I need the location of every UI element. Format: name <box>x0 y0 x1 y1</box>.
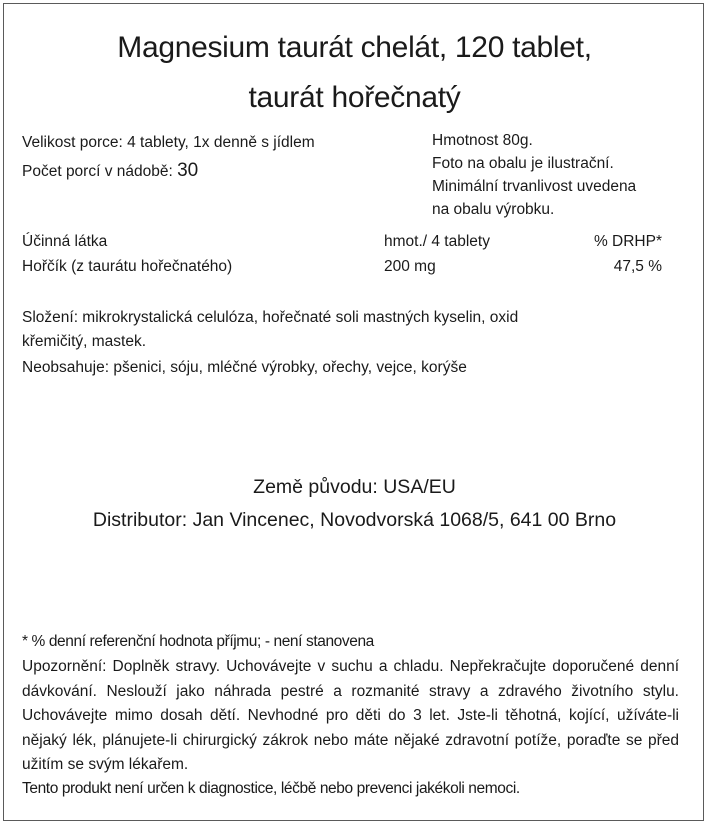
servings-value: 30 <box>177 160 199 181</box>
servings-per-container <box>22 160 198 183</box>
product-title-line-1: Magnesium taurát chelát, 120 tablet, <box>117 31 592 64</box>
not-intended-statement: Tento produkt není určen k diagnostice, léčbě nebo prevenci jakékoli nemoci. <box>22 780 520 797</box>
net-weight: Hmotnost 80g. <box>432 132 533 149</box>
table-header-amount: hmot./ 4 tablety <box>384 233 490 250</box>
photo-note: Foto na obalu je ilustrační. <box>432 155 614 172</box>
composition-line-1: Složení: mikrokrystalická celulóza, hořečnaté soli mastných kyselin, oxid <box>22 309 519 326</box>
product-title-line-2: taurát hořečnatý <box>248 81 461 114</box>
shelf-life-note-2: na obalu výrobku. <box>432 201 555 218</box>
allergen-free-statement: Neobsahuje: pšenici, sóju, mléčné výrobky, ořechy, vejce, korýše <box>22 359 467 376</box>
warning-text: Upozornění: Doplněk stravy. Uchovávejte v suchu a chladu. Nepřekračujte doporučené denní dávkování. Neslouží jako náhrada pestré a rozmanité stravy a zdravého životního stylu. Uchovávejte mimo dosah dětí. Nevhodné pro děti do 3 let. Jste-li těhotná, kojící, užíváte-li nějaký lék, plánujete-li chirurgický zákrok nebo máte nějaké zdravotní potíže, poraďte se před užitím se svým lékařem. <box>22 658 679 773</box>
drhp-disclaimer: * % denní referenční hodnota příjmu; - není stanovena <box>22 633 374 650</box>
composition-line-2: křemičitý, mastek. <box>22 333 147 350</box>
servings-label: Počet porcí v nádobě: <box>22 163 173 180</box>
distributor: Distributor: Jan Vincenec, Novodvorská 1068/5, 641 00 Brno <box>92 509 617 531</box>
table-row-amount: 200 mg <box>384 258 436 275</box>
table-row-substance: Hořčík (z taurátu hořečnatého) <box>22 258 233 275</box>
table-header-substance: Účinná látka <box>22 233 108 250</box>
table-row-drhp: 47,5 % <box>613 258 662 275</box>
shelf-life-note-1: Minimální trvanlivost uvedena <box>432 178 637 195</box>
serving-size: Velikost porce: 4 tablety, 1x denně s jídlem <box>22 134 315 151</box>
country-of-origin: Země původu: USA/EU <box>253 476 456 498</box>
table-header-drhp: % DRHP* <box>593 233 662 250</box>
